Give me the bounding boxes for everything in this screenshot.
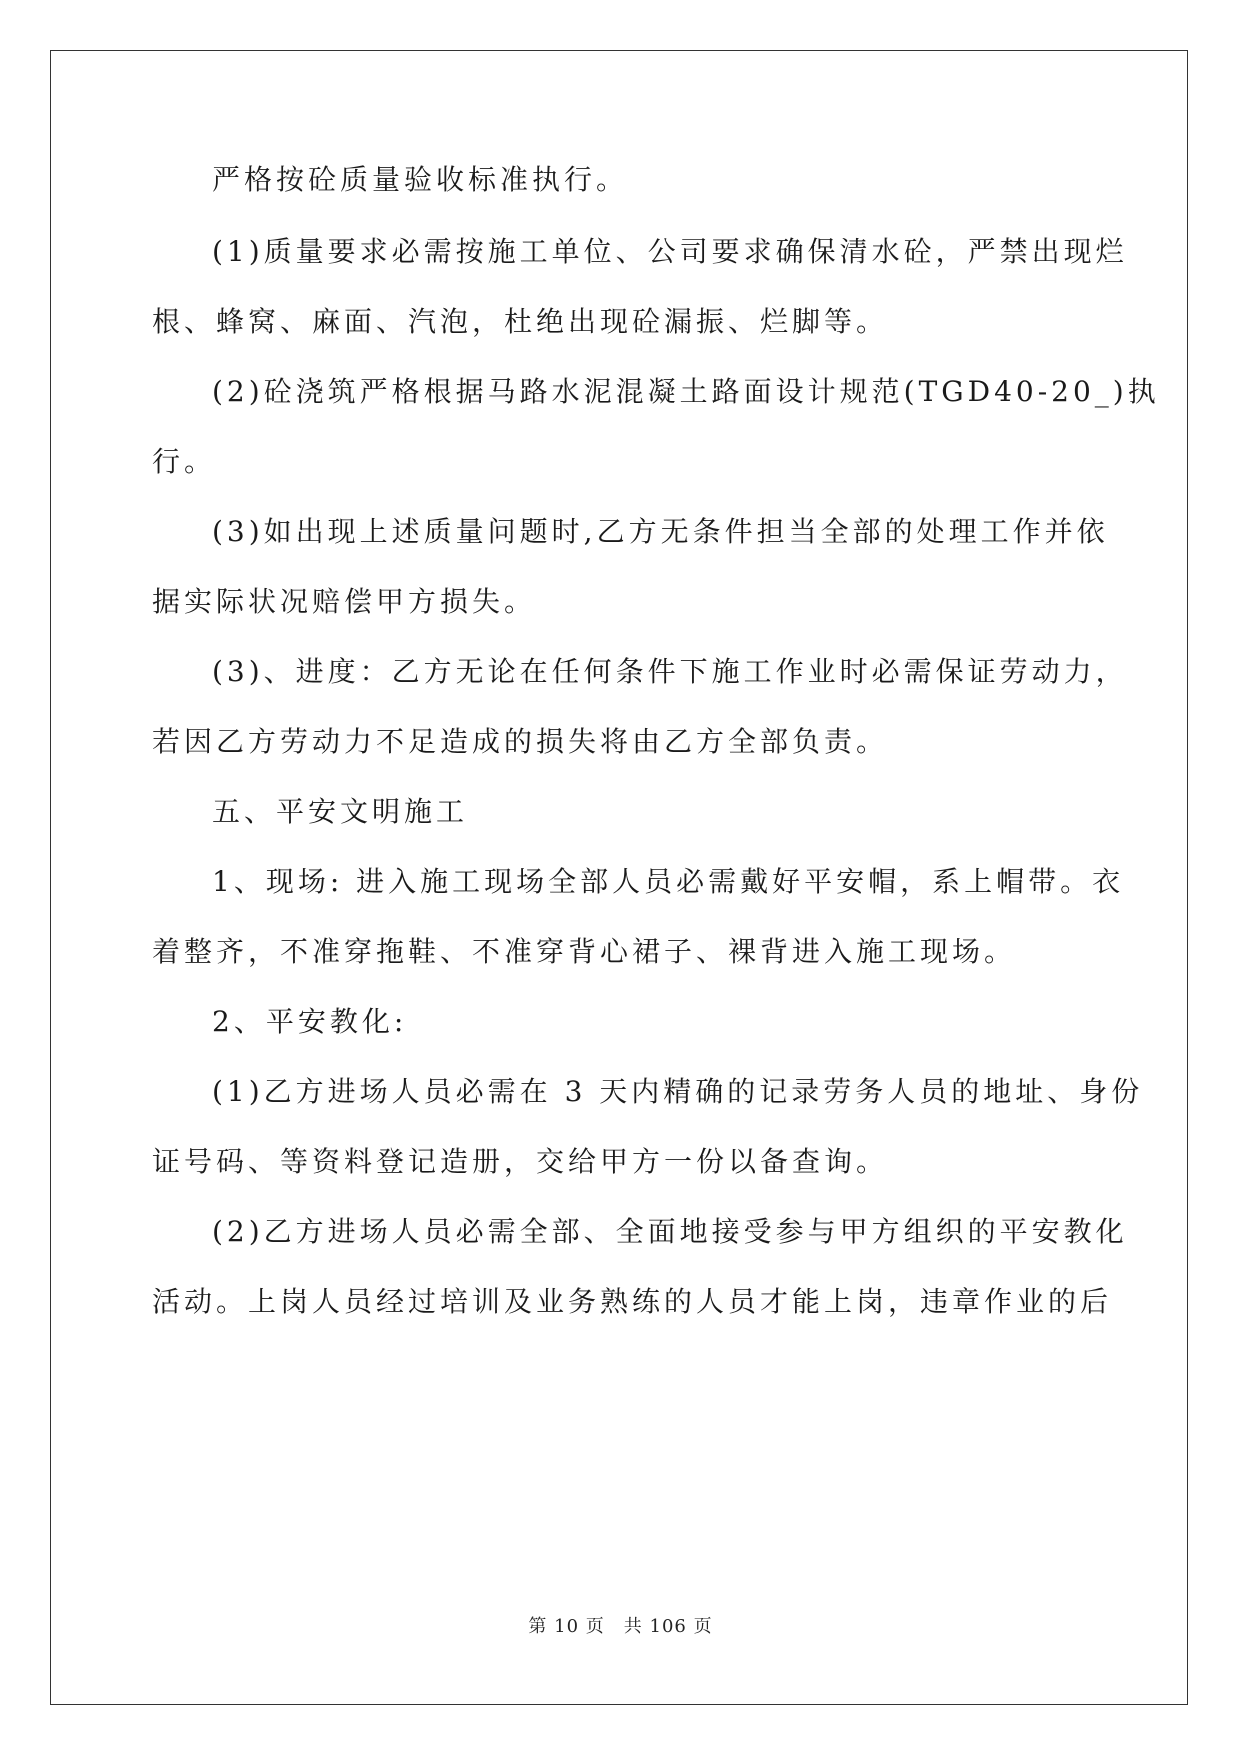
paragraph-line: 据实际状况赔偿甲方损失。 [152,585,537,618]
paragraph-line: (3)如出现上述质量问题时,乙方无条件担当全部的处理工作并依 [212,515,1109,548]
paragraph-line: (2)砼浇筑严格根据马路水泥混凝土路面设计规范(TGD40-20_)执 [212,375,1160,408]
paragraph-line: 根、蜂窝、麻面、汽泡，杜绝出现砼漏振、烂脚等。 [152,305,889,338]
paragraph-line: 行。 [152,445,217,478]
paragraph-line: 活动。上岗人员经过培训及业务熟练的人员才能上岗，违章作业的后 [152,1285,1113,1318]
paragraph-line: (1)乙方进场人员必需在 3 天内精确的记录劳务人员的地址、身份 [212,1075,1144,1108]
paragraph-line: (2)乙方进场人员必需全部、全面地接受参与甲方组织的平安教化 [212,1215,1128,1248]
paragraph-line: 证号码、等资料登记造册，交给甲方一份以备查询。 [152,1145,889,1178]
paragraph-line: 1、现场: 进入施工现场全部人员必需戴好平安帽，系上帽带。衣 [212,865,1125,898]
paragraph-line: 2、平安教化: [212,1005,408,1038]
paragraph-line: 若因乙方劳动力不足造成的损失将由乙方全部负责。 [152,725,889,758]
paragraph-line: 严格按砼质量验收标准执行。 [212,163,629,196]
page-number-footer: 第 10 页 共 106 页 [528,1616,713,1637]
paragraph-line: (1)质量要求必需按施工单位、公司要求确保清水砼，严禁出现烂 [212,235,1128,268]
paragraph-line: 着整齐，不准穿拖鞋、不准穿背心裙子、裸背进入施工现场。 [152,935,1017,968]
section-heading: 五、平安文明施工 [212,795,469,828]
paragraph-line: (3)、进度：乙方无论在任何条件下施工作业时必需保证劳动力， [212,655,1128,688]
